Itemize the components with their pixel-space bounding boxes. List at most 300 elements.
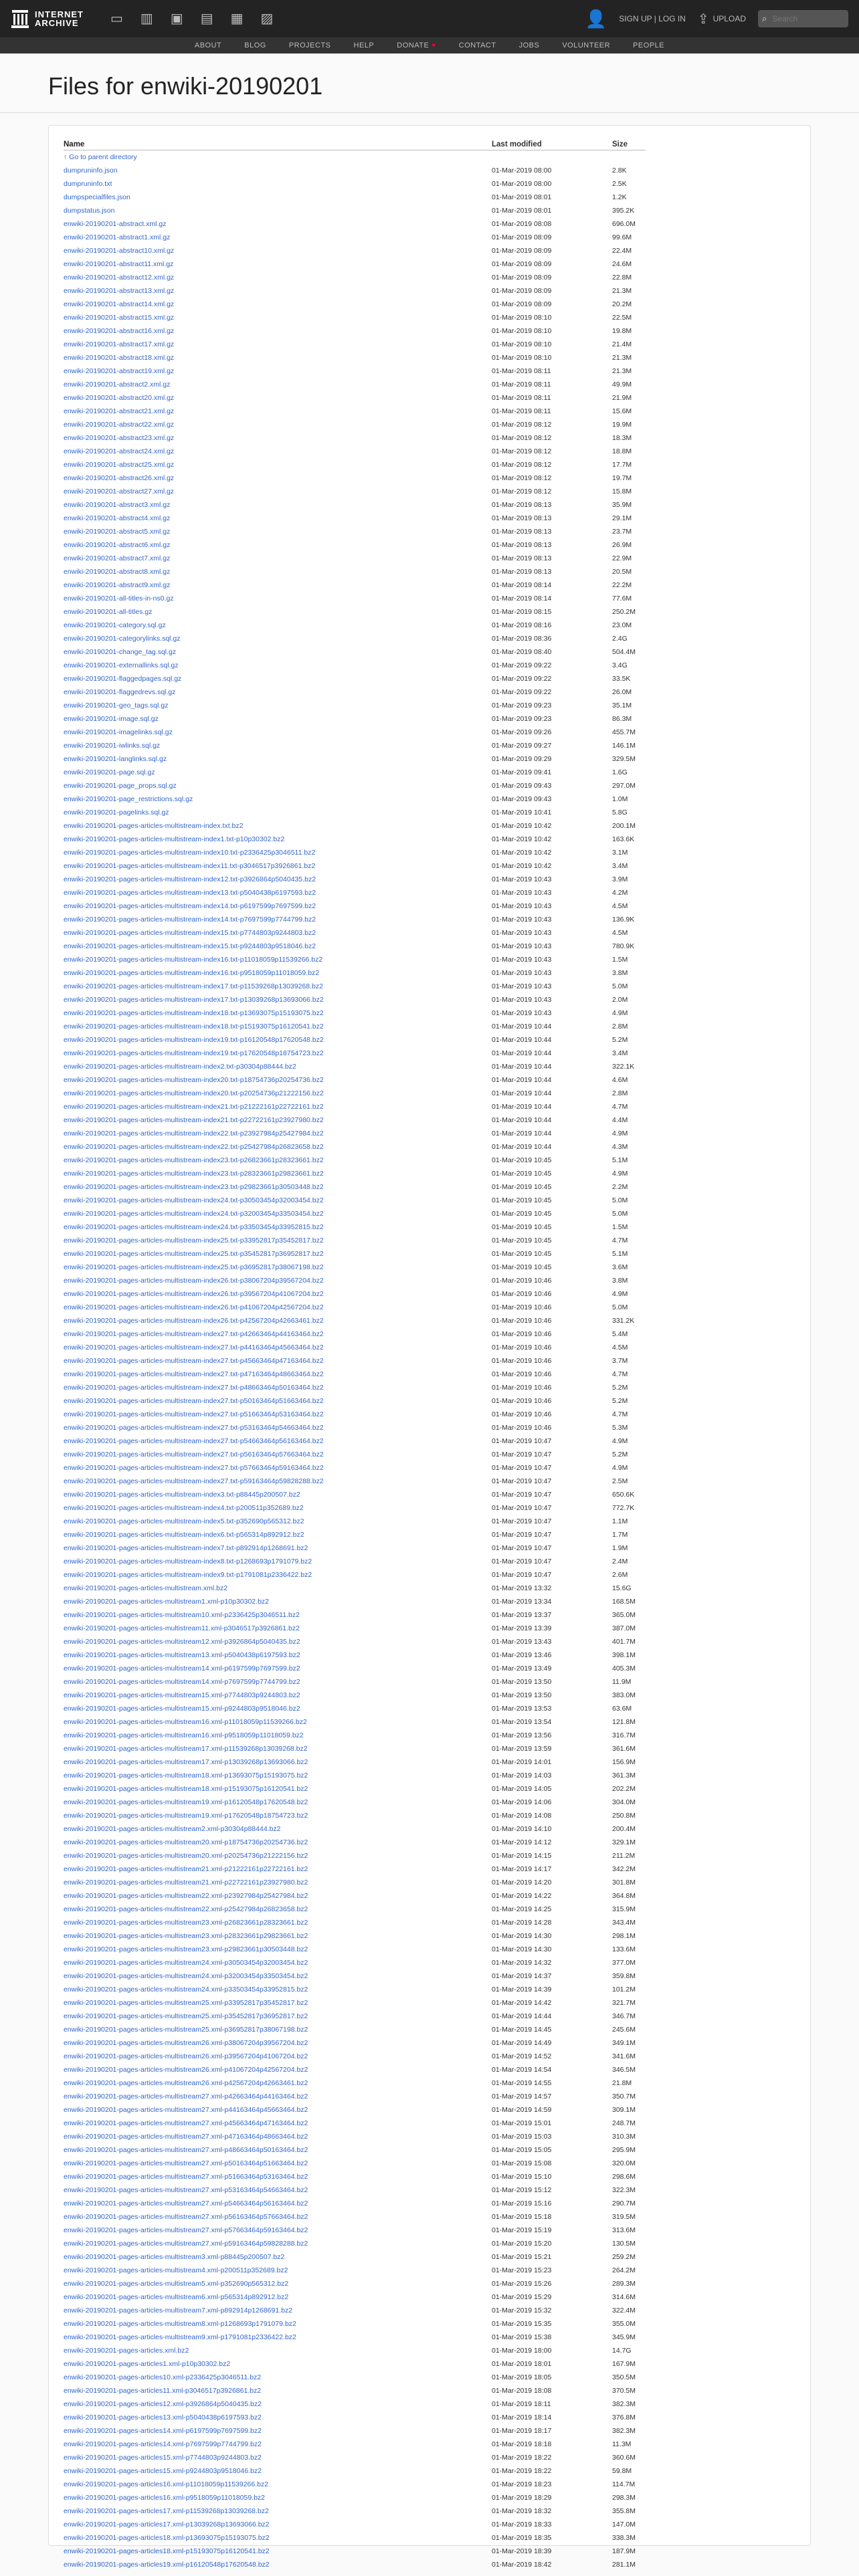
file-link[interactable]: enwiki-20190201-abstract3.xml.gz — [64, 501, 171, 509]
file-link[interactable]: enwiki-20190201-abstract7.xml.gz — [64, 554, 171, 562]
parent-directory-link[interactable] — [64, 153, 137, 161]
table-row — [64, 1020, 646, 1033]
file-size: 295.9M — [612, 2146, 636, 2154]
file-size: 322.4M — [612, 2306, 636, 2315]
file-link[interactable]: enwiki-20190201-pages-articles-multistream2.xml-p30304p88444.bz2 — [64, 1825, 281, 1833]
file-link[interactable]: enwiki-20190201-pages-articles-multistream5.xml-p352690p565312.bz2 — [64, 2280, 289, 2288]
file-link[interactable]: enwiki-20190201-pages-articles-multistream27.xml-p59163464p59828288.bz2 — [64, 2240, 308, 2248]
column-header-name[interactable]: Name — [64, 140, 492, 150]
table-row — [64, 1381, 646, 1394]
file-link[interactable]: enwiki-20190201-pages-articles15.xml-p7744803p9244803.bz2 — [64, 2454, 262, 2462]
file-link[interactable]: enwiki-20190201-category.sql.gz — [64, 621, 166, 629]
file-link[interactable]: enwiki-20190201-pages-articles-multistream26.xml-p39567204p41067204.bz2 — [64, 2052, 308, 2060]
file-size: 59.8M — [612, 2467, 632, 2475]
nav-people[interactable]: PEOPLE — [633, 41, 665, 49]
file-link[interactable]: enwiki-20190201-pages-articles17.xml-p11539268p13039268.bz2 — [64, 2507, 269, 2515]
file-link[interactable]: enwiki-20190201-pages-articles-multistream-index9.txt-p1791081p2336422.bz2 — [64, 1571, 312, 1579]
table-row — [64, 779, 646, 792]
file-link[interactable]: enwiki-20190201-pages-articles-multistream26.xml-p38067204p39567204.bz2 — [64, 2039, 308, 2047]
file-size: 63.6M — [612, 1705, 632, 1713]
column-header-modified[interactable]: Last modified — [492, 140, 612, 150]
file-link[interactable]: enwiki-20190201-pages-articles-multistream-index2.txt-p30304p88444.bz2 — [64, 1063, 296, 1071]
file-link[interactable]: enwiki-20190201-pages-articles-multistream25.xml-p36952817p38067198.bz2 — [64, 2026, 308, 2034]
file-link[interactable]: enwiki-20190201-abstract2.xml.gz — [64, 381, 171, 389]
file-modified: 01-Mar-2019 10:46 — [492, 1357, 552, 1365]
file-size: 248.7M — [612, 2119, 636, 2127]
file-link[interactable]: enwiki-20190201-abstract27.xml.gz — [64, 488, 175, 496]
nav-contact[interactable]: CONTACT — [458, 41, 496, 49]
file-link[interactable]: enwiki-20190201-pages-articles-multistream22.xml-p25427984p26823658.bz2 — [64, 1905, 308, 1913]
file-link[interactable]: enwiki-20190201-pages-articles-multistream-index24.txt-p32003454p33503454.bz2 — [64, 1210, 324, 1218]
file-link[interactable]: enwiki-20190201-pages-articles-multistream27.xml-p56163464p57663464.bz2 — [64, 2213, 308, 2221]
file-link[interactable]: enwiki-20190201-pages-articles-multistream-index27.txt-p51663464p53163464.bz2 — [64, 1410, 324, 1418]
file-link[interactable]: enwiki-20190201-pages-articles-multistream20.xml-p18754736p20254736.bz2 — [64, 1838, 308, 1846]
file-link[interactable]: enwiki-20190201-pages-articles-multistream-index22.txt-p23927984p25427984.bz2 — [64, 1130, 324, 1138]
file-link[interactable]: enwiki-20190201-pages-articles-multistream-index14.txt-p7697599p7744799.bz2 — [64, 916, 316, 924]
file-link[interactable]: enwiki-20190201-pages-articles14.xml-p7697599p7744799.bz2 — [64, 2440, 262, 2448]
table-row — [64, 1903, 646, 1916]
archive-building-icon — [11, 9, 29, 29]
user-icon[interactable]: 👤 — [585, 8, 607, 29]
file-link[interactable]: enwiki-20190201-pages-articles-multistream20.xml-p20254736p21222156.bz2 — [64, 1852, 308, 1860]
software-icon[interactable]: ▦ — [230, 11, 244, 26]
file-link[interactable]: enwiki-20190201-pages-articles-multistream24.xml-p33503454p33952815.bz2 — [64, 1985, 308, 1994]
file-size: 4.9M — [612, 1170, 628, 1178]
file-size: 289.3M — [612, 2280, 636, 2288]
file-link[interactable]: enwiki-20190201-pages-articles-multistream19.xml-p17620548p18754723.bz2 — [64, 1812, 308, 1820]
table-row — [64, 284, 646, 298]
table-row — [64, 177, 646, 191]
file-size: 29.1M — [612, 514, 632, 522]
file-link[interactable]: enwiki-20190201-pages-articles-multistream14.xml-p7697599p7744799.bz2 — [64, 1678, 300, 1686]
file-link[interactable]: enwiki-20190201-imagelinks.sql.gz — [64, 728, 173, 736]
file-link[interactable]: enwiki-20190201-pages-articles-multistream27.xml-p48663464p50163464.bz2 — [64, 2146, 308, 2154]
file-link[interactable]: enwiki-20190201-pages-articles-multistream-index26.txt-p38067204p39567204.bz2 — [64, 1277, 324, 1285]
file-link[interactable]: enwiki-20190201-abstract15.xml.gz — [64, 314, 175, 322]
table-row — [64, 2558, 646, 2571]
file-link[interactable]: enwiki-20190201-abstract9.xml.gz — [64, 581, 171, 589]
file-link[interactable]: enwiki-20190201-change_tag.sql.gz — [64, 648, 177, 656]
nav-jobs[interactable]: JOBS — [518, 41, 540, 49]
file-link[interactable]: enwiki-20190201-pages-articles-multistream-index21.txt-p21222161p22722161.bz2 — [64, 1103, 324, 1111]
file-link[interactable]: enwiki-20190201-abstract11.xml.gz — [64, 260, 174, 268]
file-size: 211.2M — [612, 1852, 636, 1860]
table-row — [64, 2143, 646, 2157]
file-link[interactable]: enwiki-20190201-pages-articles-multistream11.xml-p3046517p3926861.bz2 — [64, 1624, 300, 1632]
table-row — [64, 552, 646, 565]
file-size: 5.0M — [612, 982, 628, 990]
file-size: 346.7M — [612, 2012, 636, 2020]
file-link[interactable]: enwiki-20190201-pages-articles-multistream-index26.txt-p42567204p42663461.bz2 — [64, 1317, 324, 1325]
images-icon[interactable]: ▨ — [260, 11, 274, 26]
file-link[interactable]: enwiki-20190201-pages-articles-multistream-index15.txt-p7744803p9244803.bz2 — [64, 929, 316, 937]
file-link[interactable]: enwiki-20190201-pages-articles-multistream-index20.txt-p18754736p20254736.bz2 — [64, 1076, 324, 1084]
file-size: 49.9M — [612, 381, 632, 389]
search-icon[interactable]: ⌕ — [762, 13, 767, 23]
file-link[interactable]: enwiki-20190201-abstract17.xml.gz — [64, 340, 175, 348]
file-link[interactable]: enwiki-20190201-pages-articles-multistream8.xml-p1268693p1791079.bz2 — [64, 2320, 296, 2328]
file-modified: 01-Mar-2019 14:12 — [492, 1838, 552, 1846]
file-link[interactable]: enwiki-20190201-pagelinks.sql.gz — [64, 809, 169, 817]
file-link[interactable]: enwiki-20190201-pages-articles-multistream-index27.txt-p50163464p51663464.bz2 — [64, 1397, 324, 1405]
table-row — [64, 2331, 646, 2344]
file-link[interactable]: dumpruninfo.json — [64, 167, 118, 175]
file-link[interactable]: enwiki-20190201-pages-articles-multistream26.xml-p42567204p42663461.bz2 — [64, 2079, 308, 2087]
file-link[interactable]: enwiki-20190201-pages-articles-multistream22.xml-p23927984p25427984.bz2 — [64, 1892, 308, 1900]
file-link[interactable]: enwiki-20190201-abstract5.xml.gz — [64, 528, 171, 536]
file-link[interactable]: enwiki-20190201-pages-articles11.xml-p3046517p3926861.bz2 — [64, 2387, 262, 2395]
file-link[interactable]: enwiki-20190201-pages-articles-multistream25.xml-p33952817p35452817.bz2 — [64, 1999, 308, 2007]
file-size: 5.2M — [612, 1451, 628, 1459]
file-modified: 01-Mar-2019 15:23 — [492, 2266, 552, 2274]
file-link[interactable]: enwiki-20190201-abstract10.xml.gz — [64, 247, 175, 255]
file-link[interactable]: enwiki-20190201-pages-articles-multistream27.xml-p51663464p53163464.bz2 — [64, 2173, 308, 2181]
file-link[interactable]: enwiki-20190201-pages-articles-multistream-index16.txt-p9518059p11018059.bz2 — [64, 969, 320, 977]
file-link[interactable]: enwiki-20190201-pages-articles-multistream-index27.txt-p56163464p57663464.bz2 — [64, 1451, 324, 1459]
file-link[interactable]: enwiki-20190201-pages-articles-multistream13.xml-p5040438p6197593.bz2 — [64, 1651, 300, 1659]
file-size: 35.9M — [612, 501, 632, 509]
file-size: 3.4M — [612, 862, 628, 870]
file-link[interactable]: enwiki-20190201-pages-articles-multistream19.xml-p16120548p17620548.bz2 — [64, 1798, 308, 1806]
file-link[interactable]: dumpspecialfiles.json — [64, 193, 130, 201]
file-modified: 01-Mar-2019 08:14 — [492, 581, 552, 589]
file-link[interactable]: enwiki-20190201-abstract16.xml.gz — [64, 327, 175, 335]
table-row — [64, 2290, 646, 2304]
file-link[interactable]: enwiki-20190201-pages-articles-multistream-index5.txt-p352690p565312.bz2 — [64, 1517, 304, 1525]
file-link[interactable]: enwiki-20190201-iwlinks.sql.gz — [64, 742, 161, 750]
file-link[interactable]: dumpstatus.json — [64, 207, 115, 215]
nav-projects[interactable]: PROJECTS — [288, 41, 331, 49]
table-row — [64, 2371, 646, 2384]
table-row — [64, 2518, 646, 2531]
file-modified: 01-Mar-2019 10:44 — [492, 1036, 552, 1044]
file-size: 376.8M — [612, 2413, 636, 2422]
table-row — [64, 445, 646, 458]
file-link[interactable]: enwiki-20190201-page_restrictions.sql.gz — [64, 795, 193, 803]
search-input[interactable] — [771, 13, 840, 24]
file-link[interactable]: enwiki-20190201-pages-articles-multistream24.xml-p30503454p32003454.bz2 — [64, 1959, 308, 1967]
file-link[interactable]: enwiki-20190201-pages-articles-multistream14.xml-p6197599p7697599.bz2 — [64, 1665, 300, 1673]
file-link[interactable]: enwiki-20190201-pages-articles-multistream15.xml-p7744803p9244803.bz2 — [64, 1691, 300, 1699]
file-link[interactable]: enwiki-20190201-image.sql.gz — [64, 715, 159, 723]
file-link[interactable]: enwiki-20190201-pages-articles-multistream-index27.txt-p48663464p50163464.bz2 — [64, 1384, 324, 1392]
file-link[interactable]: enwiki-20190201-pages-articles19.xml-p16120548p17620548.bz2 — [64, 2561, 270, 2569]
file-link[interactable]: enwiki-20190201-pages-articles-multistream27.xml-p53163464p54663464.bz2 — [64, 2186, 308, 2194]
file-link[interactable]: enwiki-20190201-pages-articles-multistream-index26.txt-p39567204p41067204.bz2 — [64, 1290, 324, 1298]
file-link[interactable]: enwiki-20190201-pages-articles-multistream-index27.txt-p57663464p59163464.bz2 — [64, 1464, 324, 1472]
file-link[interactable]: enwiki-20190201-pages-articles-multistream23.xml-p26823661p28323661.bz2 — [64, 1919, 308, 1927]
table-row — [64, 471, 646, 485]
file-link[interactable]: enwiki-20190201-pages-articles-multistream27.xml-p47163464p48663464.bz2 — [64, 2133, 308, 2141]
file-link[interactable]: enwiki-20190201-pages-articles-multistream9.xml-p1791081p2336422.bz2 — [64, 2333, 296, 2341]
file-modified: 01-Mar-2019 10:47 — [492, 1558, 552, 1566]
file-size: 130.5M — [612, 2240, 636, 2248]
file-link[interactable]: enwiki-20190201-pages-articles-multistream10.xml-p2336425p3046511.bz2 — [64, 1611, 300, 1619]
table-row — [64, 1755, 646, 1769]
file-modified: 01-Mar-2019 14:10 — [492, 1825, 552, 1833]
audio-icon[interactable]: ▤ — [200, 11, 213, 26]
file-link[interactable]: enwiki-20190201-pages-articles-multistream-index26.txt-p41067204p42567204.bz2 — [64, 1303, 324, 1311]
table-row — [64, 1421, 646, 1434]
file-link[interactable]: enwiki-20190201-pages-articles16.xml-p9518059p11018059.bz2 — [64, 2494, 266, 2502]
file-link[interactable]: enwiki-20190201-pages-articles-multistream-index27.txt-p44163464p45663464.bz2 — [64, 1344, 324, 1352]
file-link[interactable]: enwiki-20190201-pages-articles-multistream16.xml-p11018059p11539266.bz2 — [64, 1718, 307, 1726]
file-size: 345.9M — [612, 2333, 636, 2341]
nav-blog[interactable]: BLOG — [244, 41, 266, 49]
file-link[interactable]: enwiki-20190201-pages-articles-multistream-index13.txt-p5040438p6197593.bz2 — [64, 889, 316, 897]
file-link[interactable]: enwiki-20190201-pages-articles-multistream4.xml-p200511p352689.bz2 — [64, 2266, 288, 2274]
file-link[interactable]: enwiki-20190201-pages-articles-multistream17.xml-p13039268p13693066.bz2 — [64, 1758, 308, 1766]
table-row — [64, 1916, 646, 1929]
file-link[interactable]: dumpruninfo.txt — [64, 180, 112, 188]
file-size: 1.1M — [612, 1517, 628, 1525]
table-row — [64, 592, 646, 605]
file-link[interactable]: enwiki-20190201-pages-articles-multistream-index25.txt-p35452817p36952817.bz2 — [64, 1250, 324, 1258]
file-link[interactable]: enwiki-20190201-pages-articles1.xml-p10p30302.bz2 — [64, 2360, 231, 2368]
file-link[interactable]: enwiki-20190201-pages-articles-multistream15.xml-p9244803p9518046.bz2 — [64, 1705, 300, 1713]
file-link[interactable]: enwiki-20190201-pages-articles-multistream-index25.txt-p33952817p35452817.bz2 — [64, 1237, 324, 1245]
file-link[interactable]: enwiki-20190201-pages-articles10.xml-p2336425p3046511.bz2 — [64, 2373, 262, 2381]
file-link[interactable]: enwiki-20190201-pages-articles-multistream-index27.txt-p59163464p59828288.bz2 — [64, 1477, 324, 1485]
file-link[interactable]: enwiki-20190201-externallinks.sql.gz — [64, 661, 179, 669]
file-link[interactable]: enwiki-20190201-pages-articles.xml.bz2 — [64, 2347, 189, 2355]
file-link[interactable]: enwiki-20190201-pages-articles-multistream12.xml-p3926864p5040435.bz2 — [64, 1638, 300, 1646]
table-row — [64, 1087, 646, 1100]
file-link[interactable]: enwiki-20190201-pages-articles-multistream3.xml-p88445p200507.bz2 — [64, 2253, 285, 2261]
file-link[interactable]: enwiki-20190201-abstract.xml.gz — [64, 220, 167, 228]
file-link[interactable]: enwiki-20190201-pages-articles-multistream26.xml-p41067204p42567204.bz2 — [64, 2066, 308, 2074]
file-link[interactable]: enwiki-20190201-pages-articles-multistream-index27.txt-p45663464p47163464.bz2 — [64, 1357, 324, 1365]
file-size: 5.1M — [612, 1156, 628, 1164]
file-link[interactable]: enwiki-20190201-pages-articles12.xml-p3926864p5040435.bz2 — [64, 2400, 262, 2408]
table-row — [64, 2424, 646, 2438]
table-row — [64, 1796, 646, 1809]
file-link[interactable]: enwiki-20190201-pages-articles-multistream-index20.txt-p20254736p21222156.bz2 — [64, 1089, 324, 1097]
file-link[interactable]: enwiki-20190201-pages-articles-multistream24.xml-p32003454p33503454.bz2 — [64, 1972, 308, 1980]
file-link[interactable]: enwiki-20190201-abstract19.xml.gz — [64, 367, 175, 375]
file-modified: 01-Mar-2019 15:20 — [492, 2240, 552, 2248]
file-link[interactable]: enwiki-20190201-pages-articles-multistream-index23.txt-p26823661p28323661.bz2 — [64, 1156, 324, 1164]
file-link[interactable]: enwiki-20190201-pages-articles14.xml-p6197599p7697599.bz2 — [64, 2427, 262, 2435]
file-link[interactable]: enwiki-20190201-pages-articles17.xml-p13039268p13693066.bz2 — [64, 2520, 270, 2529]
file-link[interactable]: enwiki-20190201-pages-articles-multistream18.xml-p15193075p16120541.bz2 — [64, 1785, 308, 1793]
file-link[interactable]: enwiki-20190201-abstract13.xml.gz — [64, 287, 175, 295]
file-link[interactable]: enwiki-20190201-pages-articles-multistream-index7.txt-p892914p1268691.bz2 — [64, 1544, 308, 1552]
file-link[interactable]: enwiki-20190201-pages-articles-multistream-index19.txt-p17620548p18754723.bz2 — [64, 1049, 324, 1057]
file-link[interactable]: enwiki-20190201-abstract23.xml.gz — [64, 434, 175, 442]
file-link[interactable]: enwiki-20190201-pages-articles-multistream-index19.txt-p16120548p17620548.bz2 — [64, 1036, 324, 1044]
file-size: 338.3M — [612, 2534, 636, 2542]
file-size: 4.9M — [612, 1009, 628, 1017]
nav-help[interactable]: HELP — [353, 41, 375, 49]
file-link[interactable]: enwiki-20190201-pages-articles-multistream-index14.txt-p6197599p7697599.bz2 — [64, 902, 316, 910]
file-link[interactable]: enwiki-20190201-abstract8.xml.gz — [64, 568, 171, 576]
file-link[interactable]: enwiki-20190201-all-titles-in-ns0.gz — [64, 595, 174, 603]
file-modified: 01-Mar-2019 15:38 — [492, 2333, 552, 2341]
file-link[interactable]: enwiki-20190201-pages-articles-multistream23.xml-p28323661p29823661.bz2 — [64, 1932, 308, 1940]
file-link[interactable]: enwiki-20190201-pages-articles-multistream-index27.txt-p47163464p48663464.bz2 — [64, 1370, 324, 1378]
table-row — [64, 2183, 646, 2197]
file-link[interactable]: enwiki-20190201-pages-articles-multistream27.xml-p57663464p59163464.bz2 — [64, 2226, 308, 2234]
file-size: 383.0M — [612, 1691, 636, 1699]
file-link[interactable]: enwiki-20190201-pages-articles-multistream-index12.txt-p3926864p5040435.bz2 — [64, 875, 316, 883]
file-size: 22.9M — [612, 554, 632, 562]
table-row — [64, 2545, 646, 2558]
file-link[interactable]: enwiki-20190201-pages-articles-multistream25.xml-p35452817p36952817.bz2 — [64, 2012, 308, 2020]
file-link[interactable]: enwiki-20190201-pages-articles-multistream21.xml-p21222161p22722161.bz2 — [64, 1865, 308, 1873]
file-link[interactable]: enwiki-20190201-pages-articles-multistream-index8.txt-p1268693p1791079.bz2 — [64, 1558, 312, 1566]
file-size: 361.3M — [612, 1772, 636, 1780]
table-row — [64, 1033, 646, 1047]
table-row — [64, 1822, 646, 1836]
file-link[interactable]: enwiki-20190201-abstract14.xml.gz — [64, 300, 175, 308]
file-size: 19.8M — [612, 327, 632, 335]
file-link[interactable]: enwiki-20190201-pages-articles-multistream27.xml-p45663464p47163464.bz2 — [64, 2119, 308, 2127]
file-size: 331.2K — [612, 1317, 635, 1325]
file-link[interactable]: enwiki-20190201-pages-articles-multistream27.xml-p54663464p56163464.bz2 — [64, 2199, 308, 2208]
site-logo[interactable] — [11, 9, 84, 29]
file-modified: 01-Mar-2019 10:44 — [492, 1063, 552, 1071]
file-size: 17.7M — [612, 461, 632, 469]
file-link[interactable]: enwiki-20190201-pages-articles-multistream-index23.txt-p28323661p29823661.bz2 — [64, 1170, 324, 1178]
file-link[interactable]: enwiki-20190201-pages-articles-multistream-index23.txt-p29823661p30503448.bz2 — [64, 1183, 324, 1191]
file-link[interactable]: enwiki-20190201-abstract22.xml.gz — [64, 421, 175, 429]
signup-login-link[interactable]: SIGN UP | LOG IN — [619, 14, 686, 23]
file-modified: 01-Mar-2019 08:11 — [492, 407, 551, 415]
file-link[interactable]: enwiki-20190201-pages-articles-multistream-index24.txt-p30503454p32003454.bz2 — [64, 1196, 324, 1204]
file-link[interactable]: enwiki-20190201-pages-articles-multistream27.xml-p42663464p44163464.bz2 — [64, 2092, 308, 2101]
file-link[interactable]: enwiki-20190201-pages-articles-multistream-index3.txt-p88445p200507.bz2 — [64, 1491, 300, 1499]
file-link[interactable]: enwiki-20190201-pages-articles-multistream-index27.txt-p54663464p56163464.bz2 — [64, 1437, 324, 1445]
file-link[interactable]: enwiki-20190201-pages-articles13.xml-p5040438p6197593.bz2 — [64, 2413, 262, 2422]
file-link[interactable]: enwiki-20190201-pages-articles-multistream-index17.txt-p11539268p13039268.bz2 — [64, 982, 323, 990]
file-link[interactable]: enwiki-20190201-page_props.sql.gz — [64, 782, 177, 790]
file-link[interactable]: enwiki-20190201-abstract24.xml.gz — [64, 447, 175, 455]
table-row — [64, 1368, 646, 1381]
file-link[interactable]: enwiki-20190201-pages-articles-multistream7.xml-p892914p1268691.bz2 — [64, 2306, 293, 2315]
file-link[interactable]: enwiki-20190201-abstract20.xml.gz — [64, 394, 175, 402]
file-link[interactable]: enwiki-20190201-pages-articles-multistream-index10.txt-p2336425p3046511.bz2 — [64, 849, 316, 857]
file-link[interactable]: enwiki-20190201-pages-articles-multistream27.xml-p44163464p45663464.bz2 — [64, 2106, 308, 2114]
file-link[interactable]: enwiki-20190201-pages-articles-multistream-index6.txt-p565314p892912.bz2 — [64, 1531, 304, 1539]
file-link[interactable]: enwiki-20190201-flaggedrevs.sql.gz — [64, 688, 176, 696]
table-row — [64, 993, 646, 1006]
file-link[interactable]: enwiki-20190201-pages-articles15.xml-p9244803p9518046.bz2 — [64, 2467, 262, 2475]
nav-donate[interactable] — [397, 41, 436, 49]
file-link[interactable]: enwiki-20190201-pages-articles-multistream-index27.txt-p53163464p54663464.bz2 — [64, 1424, 324, 1432]
file-link[interactable]: enwiki-20190201-langlinks.sql.gz — [64, 755, 167, 763]
web-icon[interactable]: ▭ — [110, 11, 123, 26]
file-link[interactable]: enwiki-20190201-pages-articles-multistream23.xml-p29823661p30503448.bz2 — [64, 1945, 308, 1953]
file-modified: 01-Mar-2019 13:59 — [492, 1745, 552, 1753]
file-link[interactable]: enwiki-20190201-abstract12.xml.gz — [64, 274, 175, 282]
file-link[interactable]: enwiki-20190201-pages-articles-multistream-index25.txt-p36952817p38067198.bz2 — [64, 1263, 324, 1271]
file-link[interactable]: enwiki-20190201-abstract6.xml.gz — [64, 541, 171, 549]
file-link[interactable]: enwiki-20190201-abstract21.xml.gz — [64, 407, 175, 415]
table-row — [64, 1675, 646, 1689]
file-modified: 01-Mar-2019 14:28 — [492, 1919, 552, 1927]
file-link[interactable]: enwiki-20190201-pages-articles-multistream6.xml-p565314p892912.bz2 — [64, 2293, 289, 2301]
file-modified: 01-Mar-2019 14:39 — [492, 1985, 552, 1994]
table-row — [64, 980, 646, 993]
table-row — [64, 538, 646, 552]
file-link[interactable]: enwiki-20190201-pages-articles-multistream-index16.txt-p11018059p11539266.bz2 — [64, 956, 323, 964]
file-link[interactable]: enwiki-20190201-pages-articles18.xml-p15193075p16120541.bz2 — [64, 2547, 270, 2555]
file-modified: 01-Mar-2019 15:32 — [492, 2306, 552, 2315]
file-link[interactable]: enwiki-20190201-pages-articles-multistream21.xml-p22722161p23927980.bz2 — [64, 1879, 308, 1887]
table-row — [64, 1234, 646, 1247]
file-size: 2.4M — [612, 1558, 628, 1566]
file-link[interactable]: enwiki-20190201-pages-articles-multistream-index18.txt-p13693075p15193075.bz2 — [64, 1009, 324, 1017]
file-link[interactable]: enwiki-20190201-pages-articles-multistream16.xml-p9518059p11018059.bz2 — [64, 1731, 304, 1739]
file-modified: 01-Mar-2019 15:18 — [492, 2213, 552, 2221]
video-icon[interactable]: ▣ — [170, 11, 183, 26]
file-link[interactable]: enwiki-20190201-pages-articles-multistream-index1.txt-p10p30302.bz2 — [64, 835, 285, 843]
table-row — [64, 1461, 646, 1475]
table-row — [64, 806, 646, 819]
file-modified: 01-Mar-2019 09:27 — [492, 742, 552, 750]
file-link[interactable]: enwiki-20190201-pages-articles-multistream-index11.txt-p3046517p3926861.bz2 — [64, 862, 316, 870]
table-row — [64, 605, 646, 619]
file-link[interactable]: enwiki-20190201-page.sql.gz — [64, 768, 155, 776]
file-link[interactable]: enwiki-20190201-abstract18.xml.gz — [64, 354, 175, 362]
file-link[interactable]: enwiki-20190201-abstract25.xml.gz — [64, 461, 175, 469]
file-link[interactable]: enwiki-20190201-abstract1.xml.gz — [64, 233, 171, 241]
file-link[interactable]: enwiki-20190201-categorylinks.sql.gz — [64, 635, 181, 643]
file-link[interactable]: enwiki-20190201-pages-articles18.xml-p13693075p15193075.bz2 — [64, 2534, 270, 2542]
file-link[interactable]: enwiki-20190201-pages-articles-multistream1.xml-p10p30302.bz2 — [64, 1598, 269, 1606]
nav-about[interactable]: ABOUT — [194, 41, 222, 49]
upload-label: UPLOAD — [712, 14, 746, 23]
file-link[interactable]: enwiki-20190201-pages-articles-multistream18.xml-p13693075p15193075.bz2 — [64, 1772, 308, 1780]
texts-icon[interactable]: ▥ — [140, 11, 153, 26]
file-link[interactable]: enwiki-20190201-pages-articles-multistream-index.txt.bz2 — [64, 822, 244, 830]
file-link[interactable]: enwiki-20190201-pages-articles16.xml-p11018059p11539266.bz2 — [64, 2480, 269, 2488]
file-link[interactable]: enwiki-20190201-pages-articles-multistream-index22.txt-p25427984p26823658.bz2 — [64, 1143, 324, 1151]
file-link[interactable]: enwiki-20190201-pages-articles-multistream-index18.txt-p15193075p16120541.bz2 — [64, 1023, 324, 1031]
upload-button[interactable] — [698, 11, 746, 27]
file-modified: 01-Mar-2019 14:15 — [492, 1852, 552, 1860]
file-modified: 01-Mar-2019 13:50 — [492, 1691, 552, 1699]
file-link[interactable]: enwiki-20190201-pages-articles-multistream-index17.txt-p13039268p13693066.bz2 — [64, 996, 324, 1004]
file-modified: 01-Mar-2019 15:03 — [492, 2133, 552, 2141]
file-link[interactable]: enwiki-20190201-pages-articles-multistream.xml.bz2 — [64, 1584, 228, 1592]
file-link[interactable]: enwiki-20190201-geo_tags.sql.gz — [64, 702, 169, 710]
file-modified: 01-Mar-2019 08:15 — [492, 608, 552, 616]
file-link[interactable]: enwiki-20190201-pages-articles-multistream-index21.txt-p22722161p23927980.bz2 — [64, 1116, 324, 1124]
file-link[interactable]: enwiki-20190201-pages-articles-multistream-index15.txt-p9244803p9518046.bz2 — [64, 942, 316, 950]
file-modified: 01-Mar-2019 08:40 — [492, 648, 552, 656]
nav-volunteer[interactable]: VOLUNTEER — [562, 41, 611, 49]
table-row — [64, 1689, 646, 1702]
file-link[interactable]: enwiki-20190201-pages-articles-multistream-index27.txt-p42663464p44163464.bz2 — [64, 1330, 324, 1338]
file-modified: 01-Mar-2019 09:22 — [492, 661, 552, 669]
file-modified: 01-Mar-2019 10:47 — [492, 1544, 552, 1552]
file-link[interactable]: enwiki-20190201-pages-articles-multistream27.xml-p50163464p51663464.bz2 — [64, 2159, 308, 2167]
file-link[interactable]: enwiki-20190201-pages-articles-multistream-index4.txt-p200511p352689.bz2 — [64, 1504, 304, 1512]
file-link[interactable]: enwiki-20190201-all-titles.gz — [64, 608, 153, 616]
table-row — [64, 1113, 646, 1127]
table-row — [64, 873, 646, 886]
file-link[interactable]: enwiki-20190201-abstract26.xml.gz — [64, 474, 175, 482]
file-size: 22.2M — [612, 581, 632, 589]
file-link[interactable]: enwiki-20190201-pages-articles-multistream17.xml-p11539268p13039268.bz2 — [64, 1745, 308, 1753]
table-row — [64, 2063, 646, 2076]
column-header-size[interactable]: Size — [612, 140, 646, 150]
file-link[interactable]: enwiki-20190201-flaggedpages.sql.gz — [64, 675, 182, 683]
file-link[interactable]: enwiki-20190201-pages-articles-multistream-index24.txt-p33503454p33952815.bz2 — [64, 1223, 324, 1231]
file-link[interactable]: enwiki-20190201-abstract4.xml.gz — [64, 514, 171, 522]
